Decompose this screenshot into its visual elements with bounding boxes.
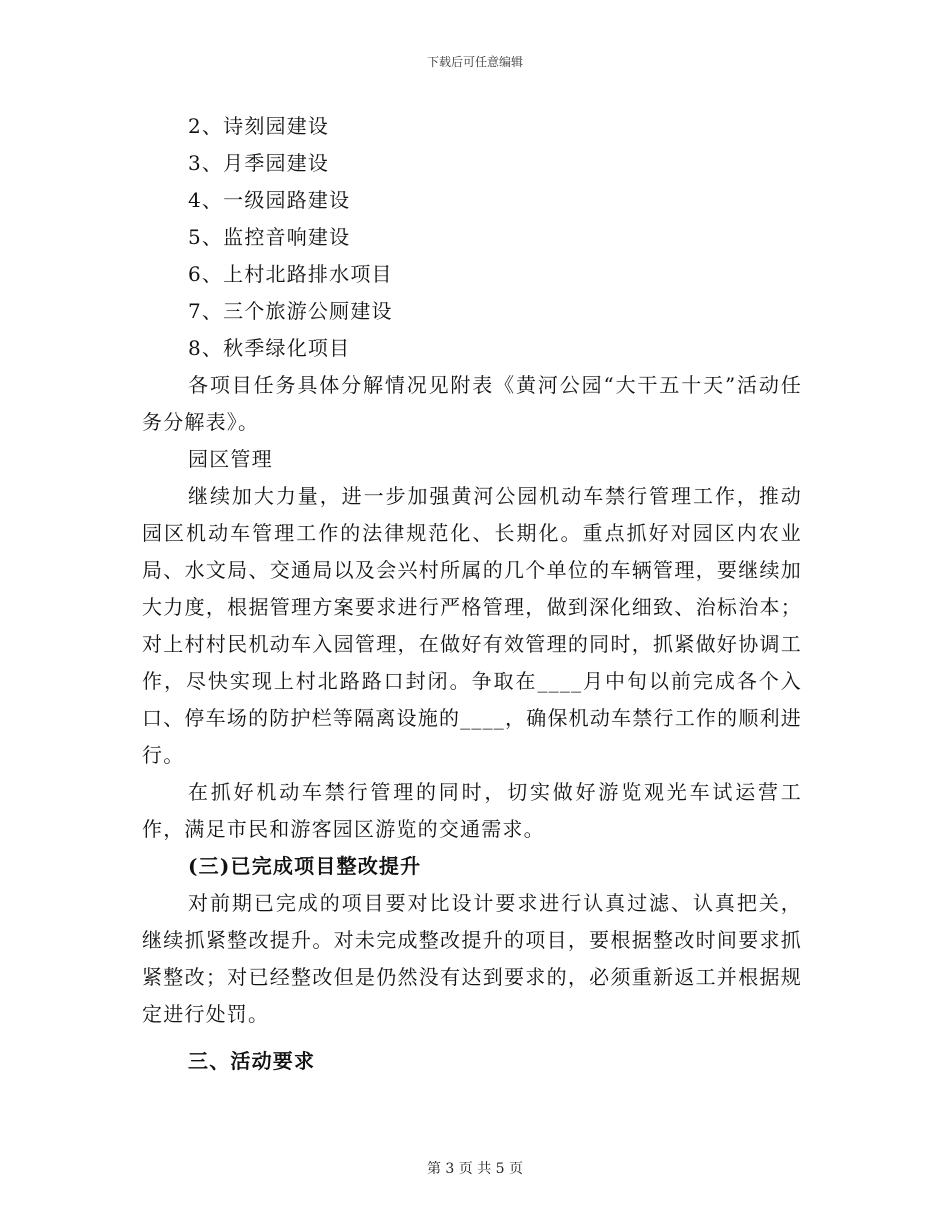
heading-activity-requirements: 三、活动要求	[188, 1049, 316, 1073]
page-footer: 第 3 页 共 5 页	[426, 1161, 524, 1177]
paragraph-rectification: 对前期已完成的项目要对比设计要求进行认真过滤、认真把关，继续抓紧整改提升。对未完成整改提升的项目，要根据整改时间要求抓紧整改；对已经整改但是仍然没有达到要求的，必须重新返工并根据规定进行处罚。	[142, 891, 802, 1026]
paragraph-tour-car: 在抓好机动车禁行管理的同时，切实做好游览观光车试运营工作，满足市民和游客园区游览的交通需求。	[142, 780, 802, 841]
subheading-park-management: 园区管理	[188, 447, 273, 471]
list-item: 3、月季园建设	[188, 151, 330, 175]
list-item: 2、诗刻园建设	[188, 114, 330, 138]
heading-rectification: (三)已完成项目整改提升	[188, 854, 422, 878]
list-item: 4、一级园路建设	[188, 188, 351, 212]
list-item: 7、三个旅游公厕建设	[188, 299, 393, 323]
list-item: 6、上村北路排水项目	[188, 262, 393, 286]
document-body	[142, 108, 802, 1080]
list-item: 8、秋季绿化项目	[188, 336, 351, 360]
list-item: 5、监控音响建设	[188, 225, 351, 249]
page-header: 下载后可任意编辑	[426, 55, 523, 69]
paragraph-park-management: 继续加大力量，进一步加强黄河公园机动车禁行管理工作，推动园区机动车管理工作的法律规范化、长期化。重点抓好对园区内农业局、水文局、交通局以及会兴村所属的几个单位的车辆管理，要继续加大力度，根据管理方案要求进行严格管理，做到深化细致、治标治本；对上村村民机动车入园管理，在做好有效管理的同时，抓紧做好协调工作，尽快实现上村北路路口封闭。争取在____月中旬以前完成各个入口、停车场的防护栏等隔离设施的____，确保机动车禁行工作的顺利进行。	[142, 484, 802, 767]
paragraph-table-note: 各项目任务具体分解情况见附表《黄河公园“大干五十天”活动任务分解表》。	[142, 373, 802, 434]
